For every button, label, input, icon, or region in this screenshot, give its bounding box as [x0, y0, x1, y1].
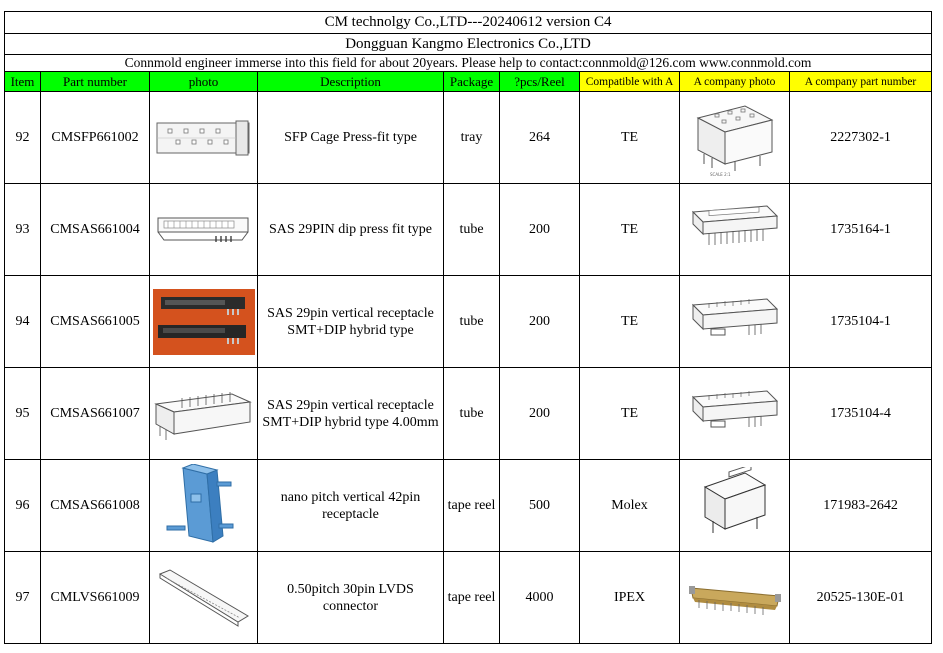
description — [258, 552, 444, 644]
receptacle-icon — [695, 467, 775, 545]
connector-icon — [152, 384, 256, 444]
description — [258, 92, 444, 184]
description-line-1: SAS 29pin vertical receptacle — [267, 397, 434, 413]
pcs-per-reel: 4000 — [500, 552, 580, 644]
description-line-1: SFP Cage Press-fit type — [284, 130, 417, 145]
receptacle-3d-icon — [159, 464, 249, 548]
a-company-part-number: 20525-130E-01 — [790, 552, 932, 644]
item-number: 95 — [5, 368, 41, 460]
a-company-photo — [680, 184, 790, 276]
a-company-part-number: 2227302-1 — [790, 92, 932, 184]
table-row — [5, 552, 932, 644]
pcs-per-reel: 264 — [500, 92, 580, 184]
header-a-photo: A company photo — [680, 72, 790, 92]
a-company-part-number: 1735104-4 — [790, 368, 932, 460]
compatible-with: Molex — [580, 460, 680, 552]
description — [258, 368, 444, 460]
sfp-cage-icon — [690, 98, 780, 178]
header-description: Description — [258, 72, 444, 92]
item-number: 94 — [5, 276, 41, 368]
description-line-2: SMT+DIP hybrid type — [287, 322, 414, 338]
header-pcs-reel: ?pcs/Reel — [500, 72, 580, 92]
table-row — [5, 368, 932, 460]
a-company-photo — [680, 552, 790, 644]
a-company-photo — [680, 368, 790, 460]
part-number: CMSAS661004 — [41, 184, 150, 276]
table-row — [5, 276, 932, 368]
item-number: 92 — [5, 92, 41, 184]
product-photo — [150, 184, 258, 276]
connector-icon — [689, 383, 781, 445]
table-row — [5, 92, 932, 184]
connector-icon — [689, 200, 781, 260]
connector-icon — [689, 291, 781, 353]
description-line-2: connector — [322, 598, 379, 614]
company-name: Dongguan Kangmo Electronics Co.,LTD — [5, 34, 932, 55]
compatible-with: TE — [580, 276, 680, 368]
description-line-1: SAS 29pin vertical receptacle — [267, 305, 434, 321]
product-table — [4, 11, 932, 644]
description-line-1: nano pitch vertical 42pin — [280, 489, 421, 505]
part-number: CMSFP661002 — [41, 92, 150, 184]
connector-icon — [154, 210, 254, 250]
product-photo — [150, 460, 258, 552]
package: tube — [444, 184, 500, 276]
description-line-2: receptacle — [322, 506, 379, 522]
part-number: CMSAS661005 — [41, 276, 150, 368]
compatible-with: TE — [580, 368, 680, 460]
connector-photo-icon — [153, 289, 255, 355]
description — [258, 460, 444, 552]
a-company-photo — [680, 92, 790, 184]
table-row — [5, 460, 932, 552]
description-line-2: SMT+DIP hybrid type 4.00mm — [262, 414, 439, 430]
lvds-connector-icon — [156, 566, 252, 630]
a-company-photo — [680, 460, 790, 552]
item-number: 96 — [5, 460, 41, 552]
header-row — [5, 72, 932, 92]
part-number: CMLVS661009 — [41, 552, 150, 644]
header-part-number: Part number — [41, 72, 150, 92]
pcs-per-reel: 200 — [500, 184, 580, 276]
pcs-per-reel: 500 — [500, 460, 580, 552]
svg-text:SCALE 2:1: SCALE 2:1 — [709, 171, 731, 177]
description-line-1: 0.50pitch 30pin LVDS — [287, 581, 414, 597]
contact-note: Connmold engineer immerse into this field for about 20years. Please help to contact:connmold@126.com www.connmold.com — [5, 55, 932, 72]
package: tube — [444, 368, 500, 460]
product-photo — [150, 552, 258, 644]
a-company-part-number: 1735104-1 — [790, 276, 932, 368]
product-photo — [150, 276, 258, 368]
header-photo: photo — [150, 72, 258, 92]
a-company-photo — [680, 276, 790, 368]
compatible-with: TE — [580, 92, 680, 184]
package: tape reel — [444, 460, 500, 552]
item-number: 97 — [5, 552, 41, 644]
header-item: Item — [5, 72, 41, 92]
part-number: CMSAS661008 — [41, 460, 150, 552]
header-a-part: A company part number — [790, 72, 932, 92]
product-photo — [150, 368, 258, 460]
product-photo — [150, 92, 258, 184]
header-compatible: Compatible with A — [580, 72, 680, 92]
header-package: Package — [444, 72, 500, 92]
package: tube — [444, 276, 500, 368]
item-number: 93 — [5, 184, 41, 276]
sfp-cage-icon — [154, 113, 254, 163]
pcs-per-reel: 200 — [500, 276, 580, 368]
part-number: CMSAS661007 — [41, 368, 150, 460]
compatible-with: IPEX — [580, 552, 680, 644]
compatible-with: TE — [580, 184, 680, 276]
description-line-1: SAS 29PIN dip press fit type — [269, 222, 432, 237]
document-title: CM technolgy Co.,LTD---20240612 version C4 — [5, 12, 932, 34]
description — [258, 184, 444, 276]
a-company-part-number: 171983-2642 — [790, 460, 932, 552]
package: tape reel — [444, 552, 500, 644]
a-company-part-number: 1735164-1 — [790, 184, 932, 276]
lvds-connector-photo-icon — [687, 578, 783, 618]
description — [258, 276, 444, 368]
table-row — [5, 184, 932, 276]
pcs-per-reel: 200 — [500, 368, 580, 460]
package: tray — [444, 92, 500, 184]
